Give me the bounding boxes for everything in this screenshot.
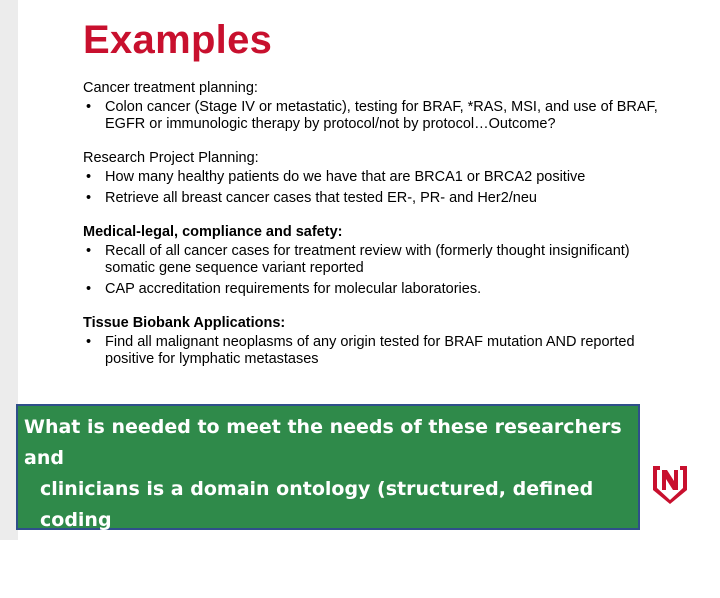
callout-line: These data types are called “Observables” <box>24 571 485 593</box>
callout-line: hierarchy) which we can query for detailed results <box>40 540 582 562</box>
bullet-list <box>83 243 663 298</box>
section-medical-legal <box>83 224 663 298</box>
university-n-logo-icon <box>648 460 692 504</box>
section-tissue-biobank <box>83 315 663 368</box>
bullet-list <box>83 334 663 368</box>
slide-content <box>83 80 663 385</box>
section-heading: Tissue Biobank Applications: <box>83 315 286 331</box>
observables-callout-box <box>16 404 640 593</box>
callout-line: What is needed to meet the needs of these researchers and <box>24 416 622 469</box>
bullet-list <box>83 99 663 133</box>
section-heading: Research Project Planning: <box>83 150 259 166</box>
section-research-planning <box>83 150 663 207</box>
slide-title: Examples <box>83 18 273 62</box>
list-item: • Recall of all cancer cases for treatment review with (formerly thought insignificant) somatic gene sequence variant reported <box>83 243 663 277</box>
section-cancer-treatment <box>83 80 663 133</box>
section-heading: Medical-legal, compliance and safety: <box>83 224 343 240</box>
list-item: • CAP accreditation requirements for molecular laboratories. <box>83 281 663 298</box>
section-heading: Cancer treatment planning: <box>83 80 258 96</box>
list-item: • How many healthy patients do we have that are BRCA1 or BRCA2 positive <box>83 169 663 186</box>
list-item: • Find all malignant neoplasms of any origin tested for BRAF mutation AND reported positive for lymphatic metastases <box>83 334 663 368</box>
callout-line: clinicians is a domain ontology (structured, defined coding <box>40 478 594 531</box>
list-item: • Retrieve all breast cancer cases that tested ER-, PR- and Her2/neu <box>83 190 663 207</box>
bullet-list <box>83 169 663 207</box>
list-item: • Colon cancer (Stage IV or metastatic), testing for BRAF, *RAS, MSI, and use of BRAF, EGFR or immunologic therapy by protocol/not by protocol…Outcome? <box>83 99 663 133</box>
